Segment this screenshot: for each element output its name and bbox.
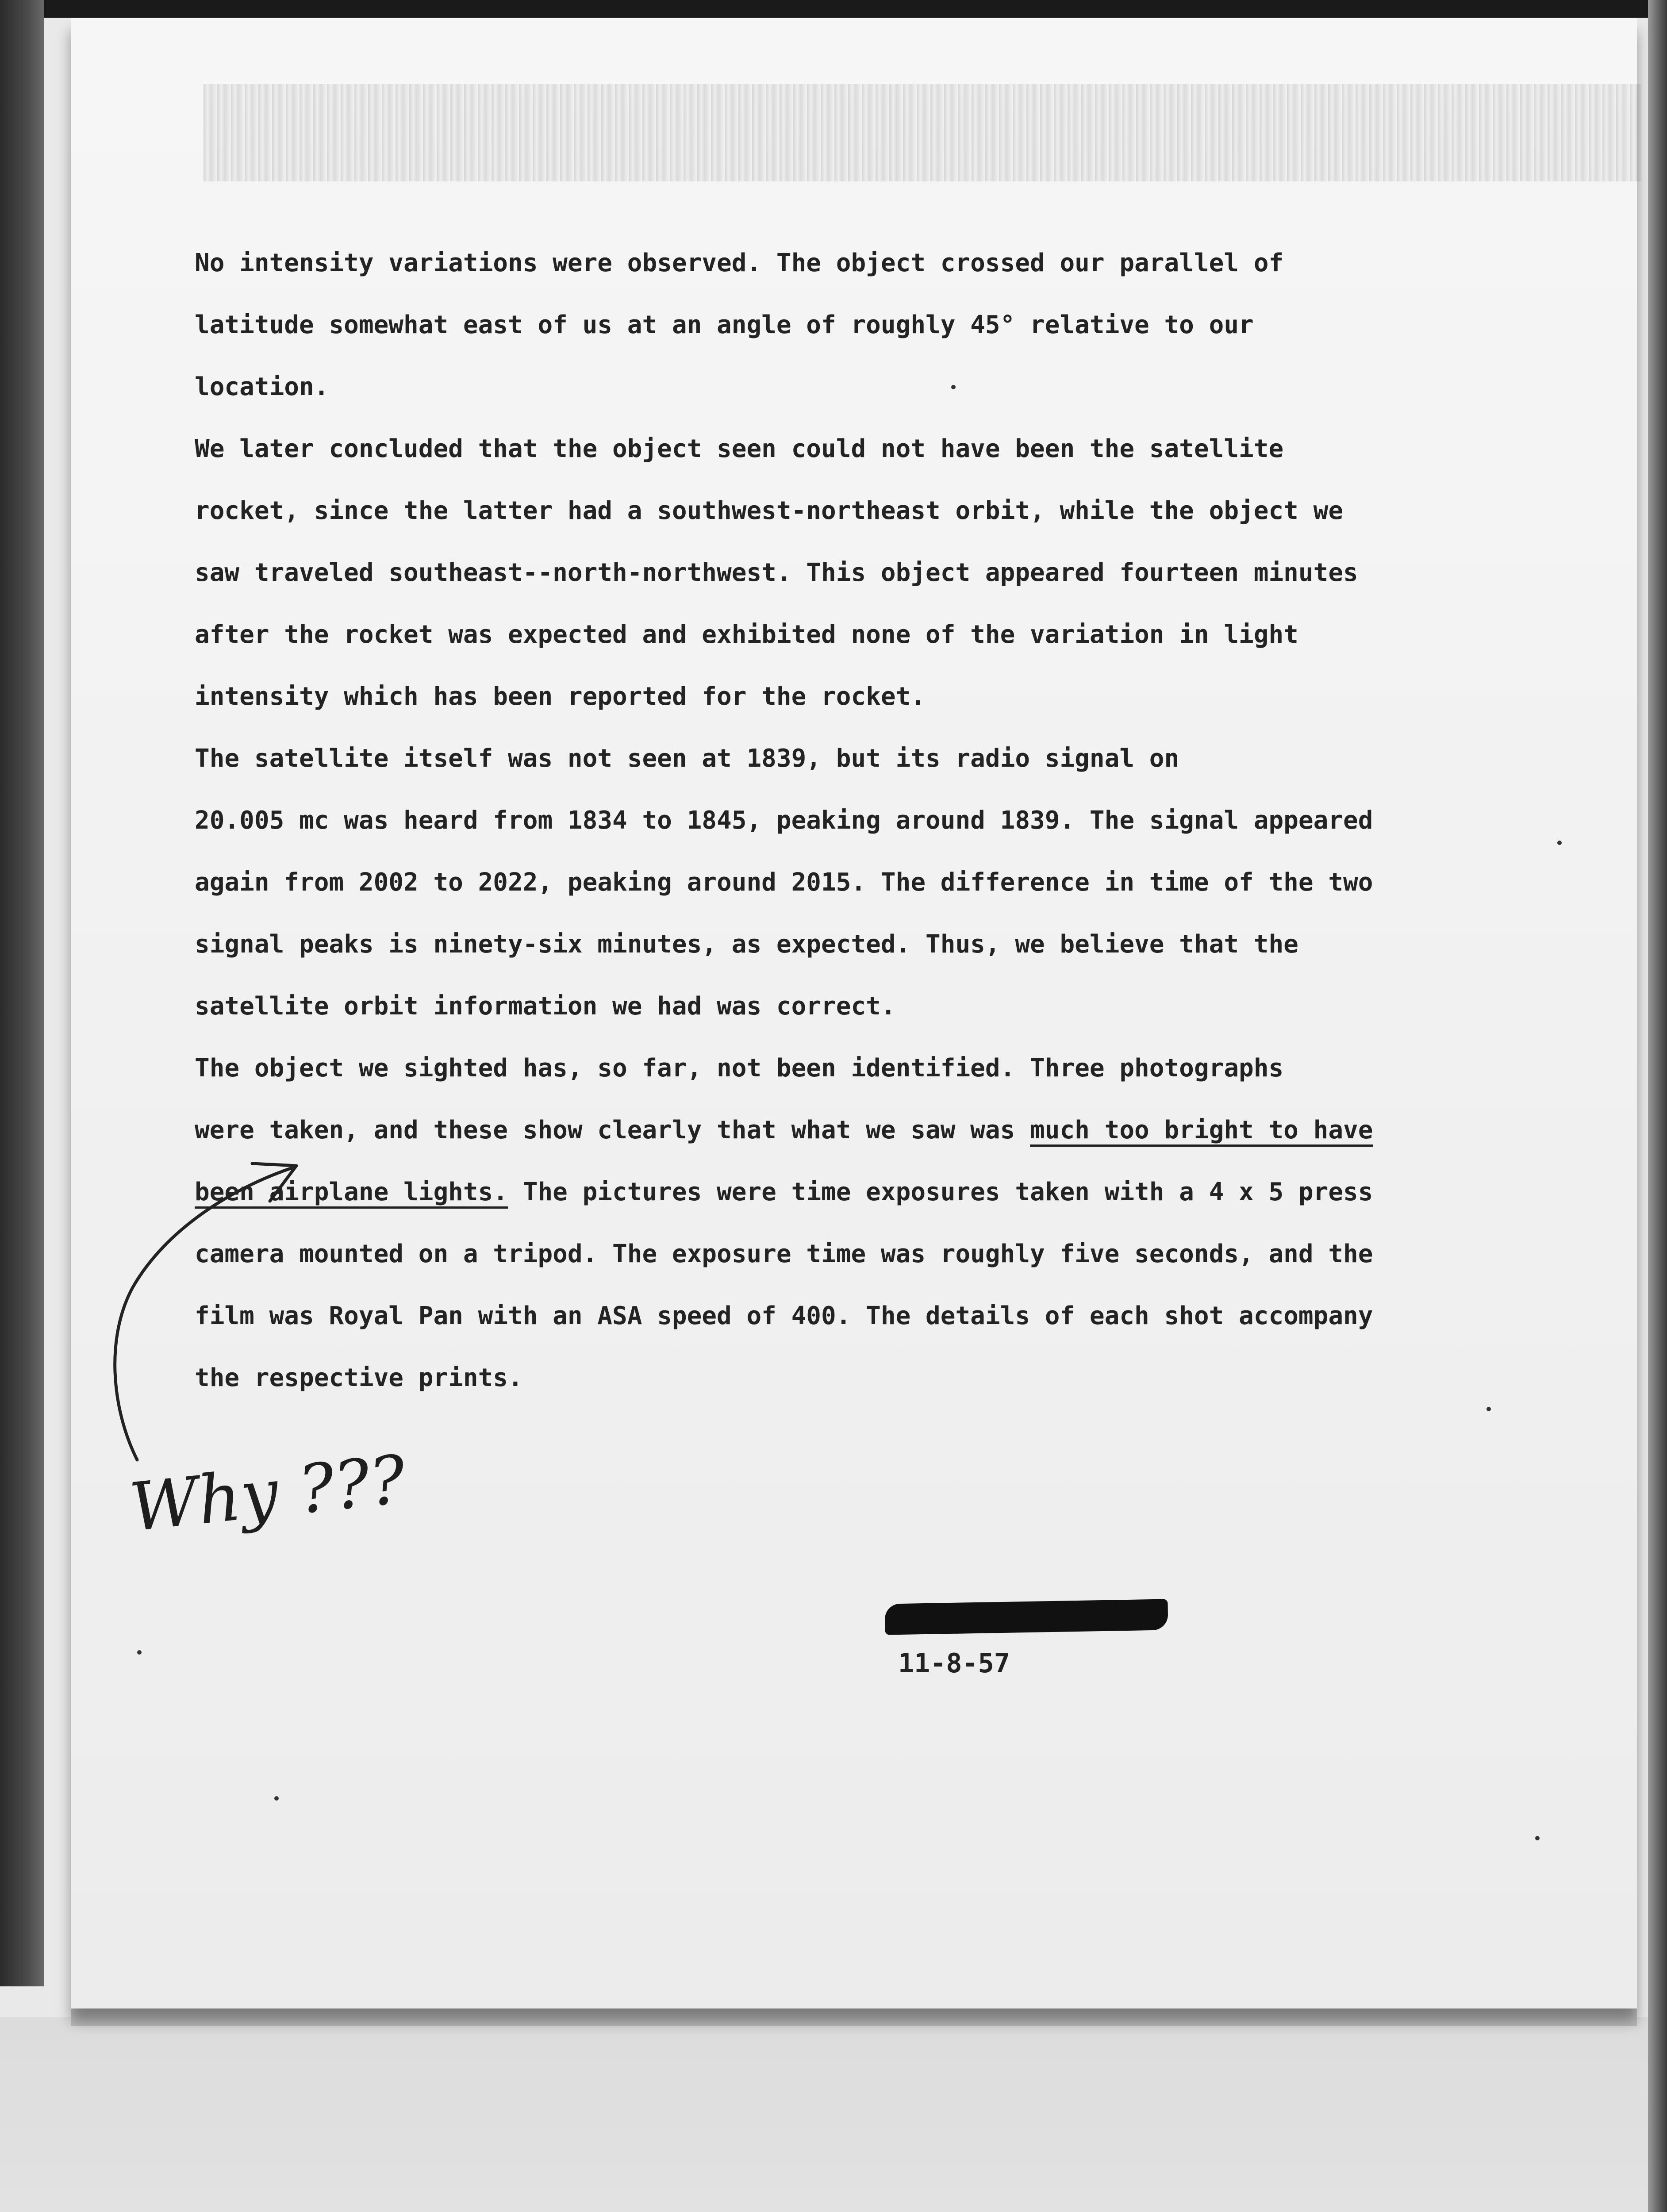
text-line: again from 2002 to 2022, peaking around 2015. The difference in time of the two [195, 868, 1373, 897]
text-line: after the rocket was expected and exhibited none of the variation in light [195, 620, 1298, 649]
dust-speck [1557, 841, 1562, 845]
text-line: The object we sighted has, so far, not been identified. Three photographs [195, 1054, 1284, 1083]
page-shadow [71, 2008, 1637, 2026]
film-border-left [0, 0, 44, 1986]
text-line: latitude somewhat east of us at an angle of roughly 45° relative to our [195, 311, 1254, 339]
handwritten-annotation [106, 1159, 1610, 1557]
text-segment: were taken, and these show clearly that what we saw was [195, 1116, 1030, 1144]
handwritten-note: Why ??? [126, 1441, 409, 1547]
dust-speck [951, 385, 956, 389]
text-line: camera mounted on a tripod. The exposure time was roughly five seconds, and the [195, 1240, 1373, 1268]
text-line: film was Royal Pan with an ASA speed of 400. The details of each shot accompany [195, 1302, 1373, 1330]
text-line: satellite orbit information we had was correct. [195, 992, 896, 1021]
film-border-top [0, 0, 1667, 18]
scan-background [0, 2017, 1648, 2212]
dust-speck [1535, 1836, 1540, 1840]
film-border-right [1648, 0, 1667, 2212]
redaction-bar [884, 1599, 1168, 1635]
dust-speck [274, 1796, 279, 1801]
text-line: No intensity variations were observed. The object crossed our parallel of [195, 249, 1284, 277]
text-line: signal peaks is ninety-six minutes, as expected. Thus, we believe that the [195, 930, 1298, 959]
handwritten-arrow [115, 1168, 292, 1460]
text-line: intensity which has been reported for the rocket. [195, 682, 926, 711]
dust-speck [1486, 1407, 1491, 1411]
handwritten-underline-text: been airplane lights. [195, 1178, 508, 1206]
text-segment: The pictures were time exposures taken with a 4 x 5 press [508, 1178, 1373, 1206]
text-line: the respective prints. [195, 1363, 523, 1392]
text-line: saw traveled southeast--north-northwest. This object appeared fourteen minutes [195, 558, 1358, 587]
document-date: 11-8-57 [898, 1648, 1010, 1679]
handwritten-underline-text: much too bright to have [1030, 1116, 1373, 1144]
text-line: location. [195, 373, 329, 401]
text-line [195, 1099, 1504, 1161]
text-line: The satellite itself was not seen at 1839, but its radio signal on [195, 744, 1179, 773]
text-line: 20.005 mc was heard from 1834 to 1845, peaking around 1839. The signal appeared [195, 806, 1373, 835]
illegible-header-smudge [204, 84, 1641, 181]
text-line: We later concluded that the object seen could not have been the satellite [195, 434, 1284, 463]
signature-block [885, 1601, 1195, 1690]
text-line: rocket, since the latter had a southwest-northeast orbit, while the object we [195, 496, 1344, 525]
dust-speck [137, 1650, 142, 1655]
